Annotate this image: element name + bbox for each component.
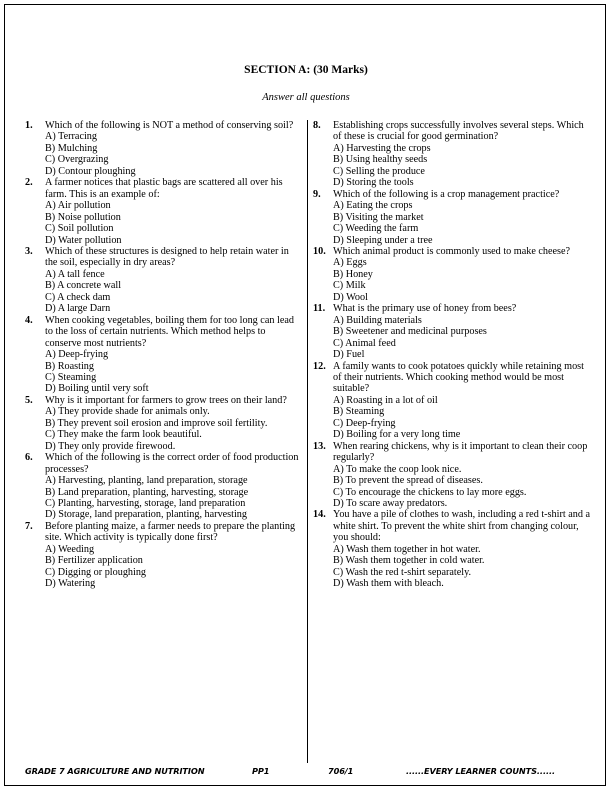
question-text: You have a pile of clothes to wash, including a red t-shirt and a white shirt. To prevent the white shirt from changing colour, you should: — [333, 509, 590, 544]
option-c: C) Milk — [333, 280, 366, 292]
option-a: A) Terracing — [45, 131, 97, 143]
option-a: A) Building materials — [333, 314, 422, 326]
question-10 — [313, 246, 590, 303]
footer-subject: GRADE 7 AGRICULTURE AND NUTRITION — [25, 766, 205, 776]
question-text: Which of the following is a crop management practice? — [333, 188, 560, 200]
question-number: 1. — [25, 120, 33, 131]
question-text: A family wants to cook potatoes quickly while retaining most of their nutrients. Which cooking method would be most suitable? — [333, 360, 584, 395]
question-number: 11. — [313, 303, 326, 315]
question-number: 13. — [313, 440, 326, 452]
option-d: D) Sleeping under a tree — [333, 234, 433, 246]
question-2 — [25, 177, 302, 246]
option-b: B) Land preparation, planting, harvesting, storage — [45, 486, 249, 498]
footer-paper: PP1 — [252, 766, 270, 776]
question-text: When rearing chickens, why is it important to clean their coop regularly? — [333, 440, 588, 464]
option-d: D) A large Darn — [45, 303, 111, 315]
question-14 — [313, 509, 590, 589]
question-7 — [25, 521, 302, 590]
option-c: C) Steaming — [45, 371, 97, 383]
option-c: C) Selling the produce — [333, 165, 425, 177]
question-12 — [313, 361, 590, 441]
option-b: B) Using healthy seeds — [333, 154, 428, 166]
option-b: B) To prevent the spread of diseases. — [333, 475, 483, 487]
option-a: A) Eggs — [333, 257, 367, 269]
option-c: C) They make the farm look beautiful. — [45, 429, 202, 441]
option-d: D) Water pollution — [45, 234, 122, 246]
option-c: C) Weeding the farm — [333, 223, 419, 235]
option-c: C) Overgrazing — [45, 154, 109, 166]
option-d: D) Watering — [45, 578, 96, 590]
option-a: A) Harvesting the crops — [333, 142, 431, 154]
question-number: 3. — [25, 245, 33, 257]
question-number: 12. — [313, 360, 326, 372]
option-c: C) Soil pollution — [45, 223, 114, 235]
option-a: A) Air pollution — [45, 200, 111, 212]
question-number: 10. — [313, 245, 326, 257]
option-a: A) Harvesting, planting, land preparation, storage — [45, 475, 248, 487]
option-d: D) Contour ploughing — [45, 165, 136, 177]
question-number: 9. — [313, 188, 321, 200]
column-divider — [307, 120, 308, 763]
question-text: Which of these structures is designed to help retain water in the soil, especially in dry areas? — [45, 245, 289, 269]
option-a: A) Deep-frying — [45, 349, 109, 361]
option-d: D) To scare away predators. — [333, 497, 448, 509]
option-b: B) They prevent soil erosion and improve soil fertility. — [45, 417, 268, 429]
option-c: C) Planting, harvesting, storage, land preparation — [45, 497, 246, 509]
question-text: Before planting maize, a farmer needs to prepare the planting site. Which activity is typically done first? — [45, 520, 296, 544]
question-number: 5. — [25, 394, 33, 406]
option-b: B) A concrete wall — [45, 280, 122, 292]
question-number: 8. — [313, 120, 321, 131]
question-text: What is the primary use of honey from bees? — [333, 303, 517, 315]
option-d: D) Storage, land preparation, planting, harvesting — [45, 509, 247, 521]
question-8 — [313, 120, 590, 189]
question-13 — [313, 441, 590, 510]
option-a: A) To make the coop look nice. — [333, 463, 462, 475]
option-b: B) Mulching — [45, 142, 98, 154]
option-c: C) A check dam — [45, 291, 111, 303]
option-d: D) Fuel — [333, 349, 365, 361]
option-b: B) Sweetener and medicinal purposes — [333, 326, 487, 338]
option-a: A) They provide shade for animals only. — [45, 406, 210, 418]
section-title: SECTION A: (30 Marks) — [244, 64, 368, 76]
option-d: D) Boiling until very soft — [45, 383, 149, 395]
option-b: B) Steaming — [333, 406, 385, 418]
option-c: C) Wash the red t-shirt separately. — [333, 566, 472, 578]
option-b: B) Visiting the market — [333, 211, 424, 223]
question-number: 7. — [25, 520, 33, 532]
footer-motto: ......EVERY LEARNER COUNTS...... — [406, 766, 555, 776]
question-11 — [313, 303, 590, 360]
option-b: B) Honey — [333, 268, 373, 280]
option-c: C) Animal feed — [333, 337, 396, 349]
page-footer — [25, 766, 587, 780]
option-a: A) A tall fence — [45, 268, 105, 280]
question-5 — [25, 395, 302, 452]
question-text: Which animal product is commonly used to make cheese? — [333, 245, 571, 257]
option-d: D) They only provide firewood. — [45, 440, 176, 452]
option-b: B) Fertilizer application — [45, 555, 143, 567]
option-a: A) Roasting in a lot of oil — [333, 394, 438, 406]
question-number: 2. — [25, 177, 33, 189]
footer-code: 706/1 — [328, 766, 354, 776]
question-number: 6. — [25, 452, 33, 464]
right-column — [313, 120, 590, 590]
question-9 — [313, 189, 590, 246]
option-d: D) Wash them with bleach. — [333, 578, 444, 590]
option-c: C) To encourage the chickens to lay more eggs. — [333, 486, 527, 498]
option-d: D) Wool — [333, 291, 368, 303]
question-number: 4. — [25, 314, 33, 326]
question-text: Establishing crops successfully involves several steps. Which of these is crucial for good germination? — [333, 120, 584, 143]
instructions: Answer all questions — [262, 92, 350, 103]
option-a: A) Wash them together in hot water. — [333, 543, 481, 555]
option-c: C) Digging or ploughing — [45, 566, 147, 578]
question-4 — [25, 315, 302, 395]
question-3 — [25, 246, 302, 315]
option-c: C) Deep-frying — [333, 417, 396, 429]
question-number: 14. — [313, 509, 326, 521]
option-a: A) Weeding — [45, 543, 95, 555]
option-d: D) Storing the tools — [333, 177, 414, 189]
question-1 — [25, 120, 302, 177]
option-a: A) Eating the crops — [333, 200, 413, 212]
left-column — [25, 120, 302, 590]
option-b: B) Wash them together in cold water. — [333, 555, 485, 567]
question-text: Which of the following is NOT a method of conserving soil? — [45, 120, 294, 131]
option-b: B) Noise pollution — [45, 211, 121, 223]
option-d: D) Boiling for a very long time — [333, 429, 461, 441]
question-6 — [25, 452, 302, 521]
question-text: Why is it important for farmers to grow trees on their land? — [45, 394, 287, 406]
question-text: When cooking vegetables, boiling them for too long can lead to the loss of certain nutrients. Which method helps to conserve most nutrients? — [45, 314, 294, 349]
question-text: A farmer notices that plastic bags are scattered all over his farm. This is an example of: — [45, 177, 283, 200]
question-text: Which of the following is the correct order of food production processes? — [45, 452, 299, 475]
option-b: B) Roasting — [45, 360, 94, 372]
